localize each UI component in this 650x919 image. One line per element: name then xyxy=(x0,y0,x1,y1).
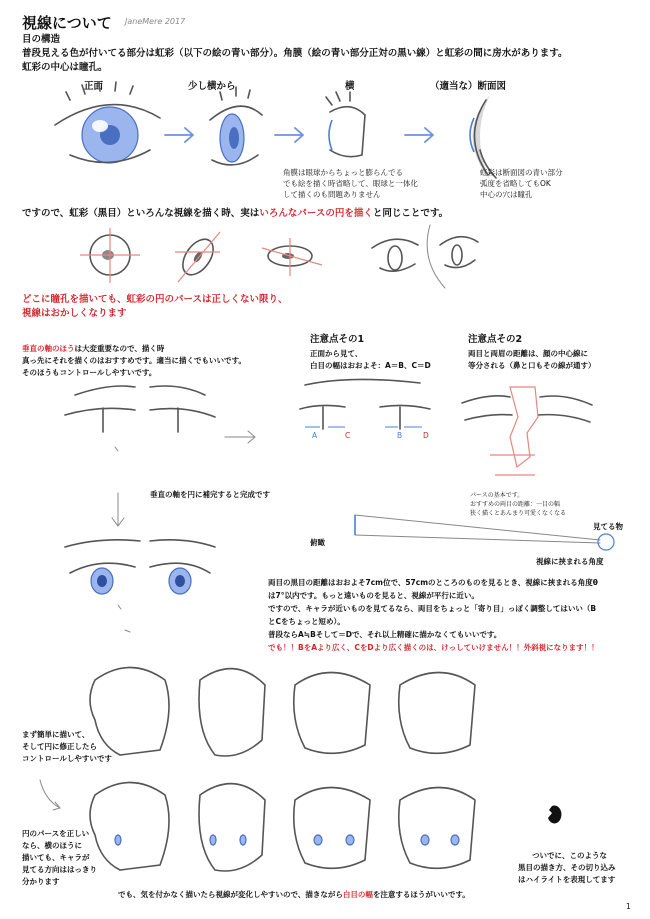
arrow-icon xyxy=(165,128,193,142)
point2-line-1: 両目と両眉の距離は、顔の中心線に xyxy=(468,349,588,358)
label-front: 正面 xyxy=(84,81,104,92)
distance-warning: でも！！BをAより広く、CをDより広く描くのは、けっしていけません！！外斜視になります！！ xyxy=(268,643,599,652)
page-title: 視線について xyxy=(22,14,112,32)
heads-note-2: そして円に修正したら xyxy=(22,742,97,751)
eye-sketches-perspective xyxy=(372,225,478,288)
heads-note-3: コントロールしやすいです xyxy=(22,754,112,763)
perspective-note-2: おすすめの両目の距離：一目の幅 xyxy=(470,501,561,508)
arrow-icon xyxy=(275,128,303,142)
intro-line-1: 普段見える色が付いてる部分は虹彩（以下の絵の青い部分）。角膜（絵の青い部分正対の黒い線）と虹彩の間に房水があります。 xyxy=(22,48,568,59)
intro-line-2: 虹彩の中心は瞳孔。 xyxy=(22,62,108,73)
perspective-note-1: パースの基本です。 xyxy=(470,492,524,499)
point1-line-2: 白目の幅はおおよそ：A＝B、C＝D xyxy=(310,361,431,370)
side-eye-drawing xyxy=(326,92,365,157)
distance-line-5: 普段ならA≒Bそして＝Dで、それ以上精確に描かなくてもいいです。 xyxy=(268,630,502,639)
circle-front xyxy=(80,228,140,283)
face-axis-drawings xyxy=(0,375,650,485)
point2-line-2: 等分される（鼻と口もその線が通す） xyxy=(468,361,596,370)
label-side: 横 xyxy=(345,81,355,92)
section-heading: 目の構造 xyxy=(22,34,61,45)
warning-line-2: 視線はおかしくなります xyxy=(22,308,127,319)
section-note-1: 虹彩は断面図の青い部分 xyxy=(480,168,563,177)
section-note-3: 中心の穴は瞳孔 xyxy=(480,190,533,199)
target-label: 見てる物 xyxy=(593,522,623,531)
circle-note-4: 見てる方向ははっきり xyxy=(22,865,97,874)
label-d: D xyxy=(423,431,429,440)
perspective-statement: ですので、虹彩（黒目）といろんな視線を描く時、実はいろんなパースの円を描くと同じことです。 xyxy=(22,208,449,219)
point2-title: 注意点その2 xyxy=(468,334,523,345)
side-note-3: して描くのも問題ありません xyxy=(283,190,381,199)
side-note-2: でも絵を描く時省略して、眼球と一体化 xyxy=(283,179,418,188)
distance-line-2: は7°以内です。もっと遠いものを見ると、視線が平行に近い。 xyxy=(268,591,479,600)
perspective-note-3: 狭く描くとあんまり可愛くなくなる xyxy=(470,510,567,517)
distance-line-4: とCをちょっと短め）。 xyxy=(268,617,345,626)
slight-side-eye-drawing xyxy=(210,87,262,165)
front-eye-drawing xyxy=(55,82,160,163)
vertical-axis-line-2: 真っ先にそれを描くのはおすすめです。適当に描くでもいいです。 xyxy=(22,356,246,365)
point1-title: 注意点その1 xyxy=(310,334,365,345)
label-section: （適当な）断面図 xyxy=(430,81,507,92)
heads-note-1: まず簡単に描いて、 xyxy=(22,730,90,739)
perspective-circles-drawing xyxy=(0,220,650,290)
angle-label: 視線に挟まれる角度 xyxy=(536,557,604,566)
label-c: C xyxy=(345,431,351,440)
distance-line-3: ですので、キャラが近いものを見てるなら、両目をちょっと「寄り目」っぽく調整してはいい（B xyxy=(268,604,597,613)
distance-line-1: 両目の黒目の距離はおおよそ7cm位で、57cmのところのものを見るとき、視線に挟まれる角度θ xyxy=(268,578,598,587)
label-b: B xyxy=(397,431,403,440)
section-note-2: 弧度を省略してもOK xyxy=(480,179,551,188)
circle-note-5: 分かります xyxy=(22,877,60,886)
vertical-axis-line-3: そのほうもコントロールしやすいです。 xyxy=(22,368,157,377)
arrow-icon xyxy=(405,128,433,142)
side-note-1: 角膜は眼球からちょっと膨らんでる xyxy=(283,168,403,177)
point1-line-1: 正面から見て、 xyxy=(310,349,363,358)
circle-tilted xyxy=(175,232,220,282)
circle-note-3: 描いても、キャラが xyxy=(22,853,90,862)
highlight-note-2: 黒目の描き方、その切り込み xyxy=(518,863,616,872)
circle-flat xyxy=(262,238,322,276)
circle-note-2: なら、横のほうに xyxy=(22,841,82,850)
page-number: 1 xyxy=(626,902,631,911)
footer-note: でも、気を付かなく描いたら視線が変化しやすいので、描きながら白目の幅を注意するほうがいいです。 xyxy=(118,890,470,899)
label-slight-side: 少し横から xyxy=(188,81,236,92)
highlight-note-1: ついでに、このような xyxy=(532,851,607,860)
author-credit: JaneMere 2017 xyxy=(125,17,186,26)
highlight-note-3: はハイライトを表現してます xyxy=(518,875,616,884)
complete-note: 垂直の軸を円に補完すると完成です xyxy=(150,490,270,499)
warning-line-1: どこに瞳孔を描いても、虹彩の円のパースは正しくない限り、 xyxy=(22,294,288,305)
birdseye-label: 俯瞰 xyxy=(310,538,325,547)
circle-note-1: 円のパースを正しい xyxy=(22,829,90,838)
vertical-axis-line-1: 垂直の軸のほうは大変重要なので、描く時 xyxy=(22,344,165,353)
label-a: A xyxy=(312,431,318,440)
